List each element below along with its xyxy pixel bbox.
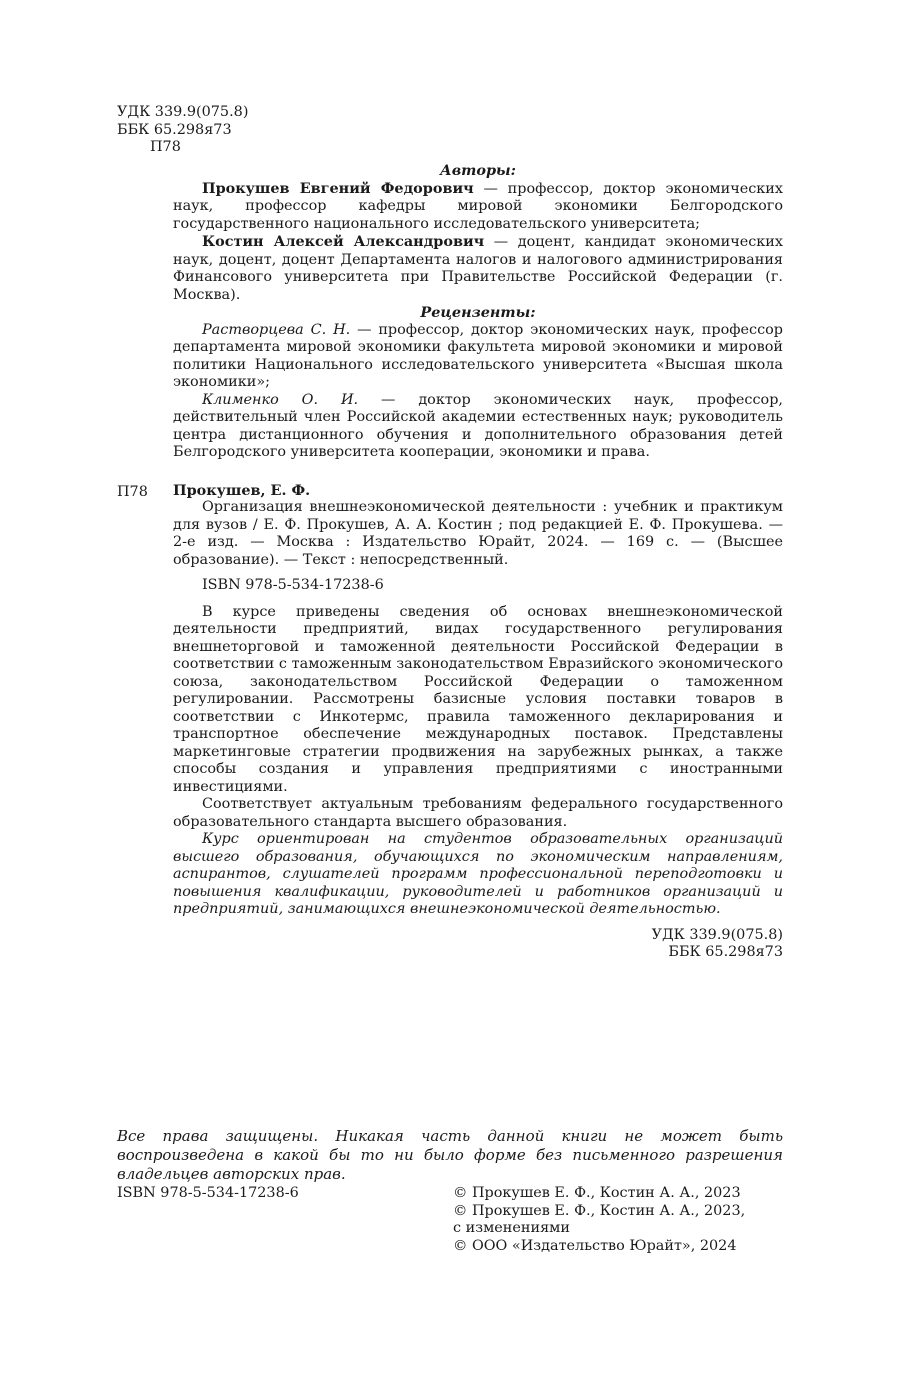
rights-notice: Все права защищены. Никакая часть данной книги не может быть воспроизведена в какой бы то ни было форме без письменного разрешения владельцев авторских прав.: [117, 1127, 783, 1183]
biblio-isbn: ISBN 978-5-534-17238-6: [202, 577, 384, 593]
annotation-paragraph: В курсе приведены сведения об основах внешнеэкономической деятельности предприятий, видах государственного регулирования внешнеторговой и таможенной деятельности Российской Федерации в соответствии с таможенным законодательством Евразийского экономического союза, законодательством Российской Федерации о таможенном регулировании. Рассмотрены базисные условия поставки товаров в соответствии с Инкотермс, правила таможенного декларирования и транспортное обеспечение международных поставок. Представлены маркетинговые стратегии продвижения на зарубежных рынках, а также способы создания и управления предприятиями с иностранными инвестициями.: [173, 603, 783, 795]
main-content: [173, 162, 783, 962]
bbk-code: ББК 65.298я73: [668, 944, 783, 960]
author-desc: — доцент, кандидат экономических наук, доцент, доцент Департамента налогов и налогового администрирования Финансового университета при Правительстве Российской Федерации (г. Москва).: [173, 234, 783, 303]
authors-heading: Авторы:: [439, 162, 516, 179]
copyright-block: [453, 1185, 783, 1255]
bbk-code: ББК 65.298я73: [117, 121, 232, 138]
reviewer-desc: — доктор экономических наук, профессор, действительный член Российской академии естественных наук; руководитель центра дистанционного обучения и дополнительного образования детей Белгородского университета кооперации, экономики и права.: [173, 391, 783, 460]
reviewer-name: Клименко О. И.: [202, 391, 359, 408]
author-name: Костин Алексей Александрович: [202, 233, 485, 250]
copyright-line: © Прокушев Е. Ф., Костин А. А., 2023: [453, 1185, 741, 1201]
copyright-line: с изменениями: [453, 1220, 570, 1236]
author-name: Прокушев Евгений Федорович: [202, 179, 474, 197]
author-entry: [173, 180, 783, 234]
copyright-line: © Прокушев Е. Ф., Костин А. А., 2023,: [453, 1202, 746, 1219]
reviewer-entry: [173, 322, 783, 392]
udk-code: УДК 339.9(075.8): [651, 926, 783, 943]
annotation-paragraph: Соответствует актуальным требованиям федерального государственного образовательного стандарта высшего образования.: [173, 796, 783, 830]
reviewer-entry: [173, 392, 783, 462]
udk-block-top: [117, 104, 248, 157]
annotation: [173, 604, 783, 919]
biblio-side-mark: П78: [117, 484, 148, 500]
udk-block-bottom: [173, 927, 783, 962]
annotation-audience: Курс ориентирован на студентов образовательных организаций высшего образования, обучающихся по экономическим направлениям, аспирантов, слушателей программ профессиональной переподготовки и повышения квалификации, руководителей и работников организаций и предприятий, занимающихся внешнеэкономической деятельностью.: [173, 831, 783, 917]
reviewer-name: Растворцева С. Н.: [202, 321, 351, 338]
reviewers-heading: Рецензенты:: [420, 304, 536, 321]
udk-code: УДК 339.9(075.8): [117, 104, 249, 120]
reviewer-desc: — профессор, доктор экономических наук, профессор департамента мировой экономики факультета мировой экономики и мировой политики Национального исследовательского университета «Высшая школа экономики»;: [173, 321, 784, 390]
biblio-record: Организация внешнеэкономической деятельности : учебник и практикум для вузов / Е. Ф. Прокушев, А. А. Костин ; под редакцией Е. Ф. Прокушева. — 2-е изд. — Москва : Издательство Юрайт, 2024. — 169 с. — (Высшее образование). — Текст : непосредственный.: [173, 499, 783, 568]
author-entry: [173, 233, 783, 304]
copyright-line: © ООО «Издательство Юрайт», 2024: [453, 1237, 737, 1254]
author-desc: — профессор, доктор экономических наук, профессор кафедры мировой экономики Белгородского государственного национального исследовательского университета;: [173, 180, 783, 232]
biblio-author: Прокушев, Е. Ф.: [173, 481, 311, 499]
author-mark: П78: [150, 139, 181, 155]
isbn-footer: ISBN 978-5-534-17238-6: [117, 1185, 299, 1201]
